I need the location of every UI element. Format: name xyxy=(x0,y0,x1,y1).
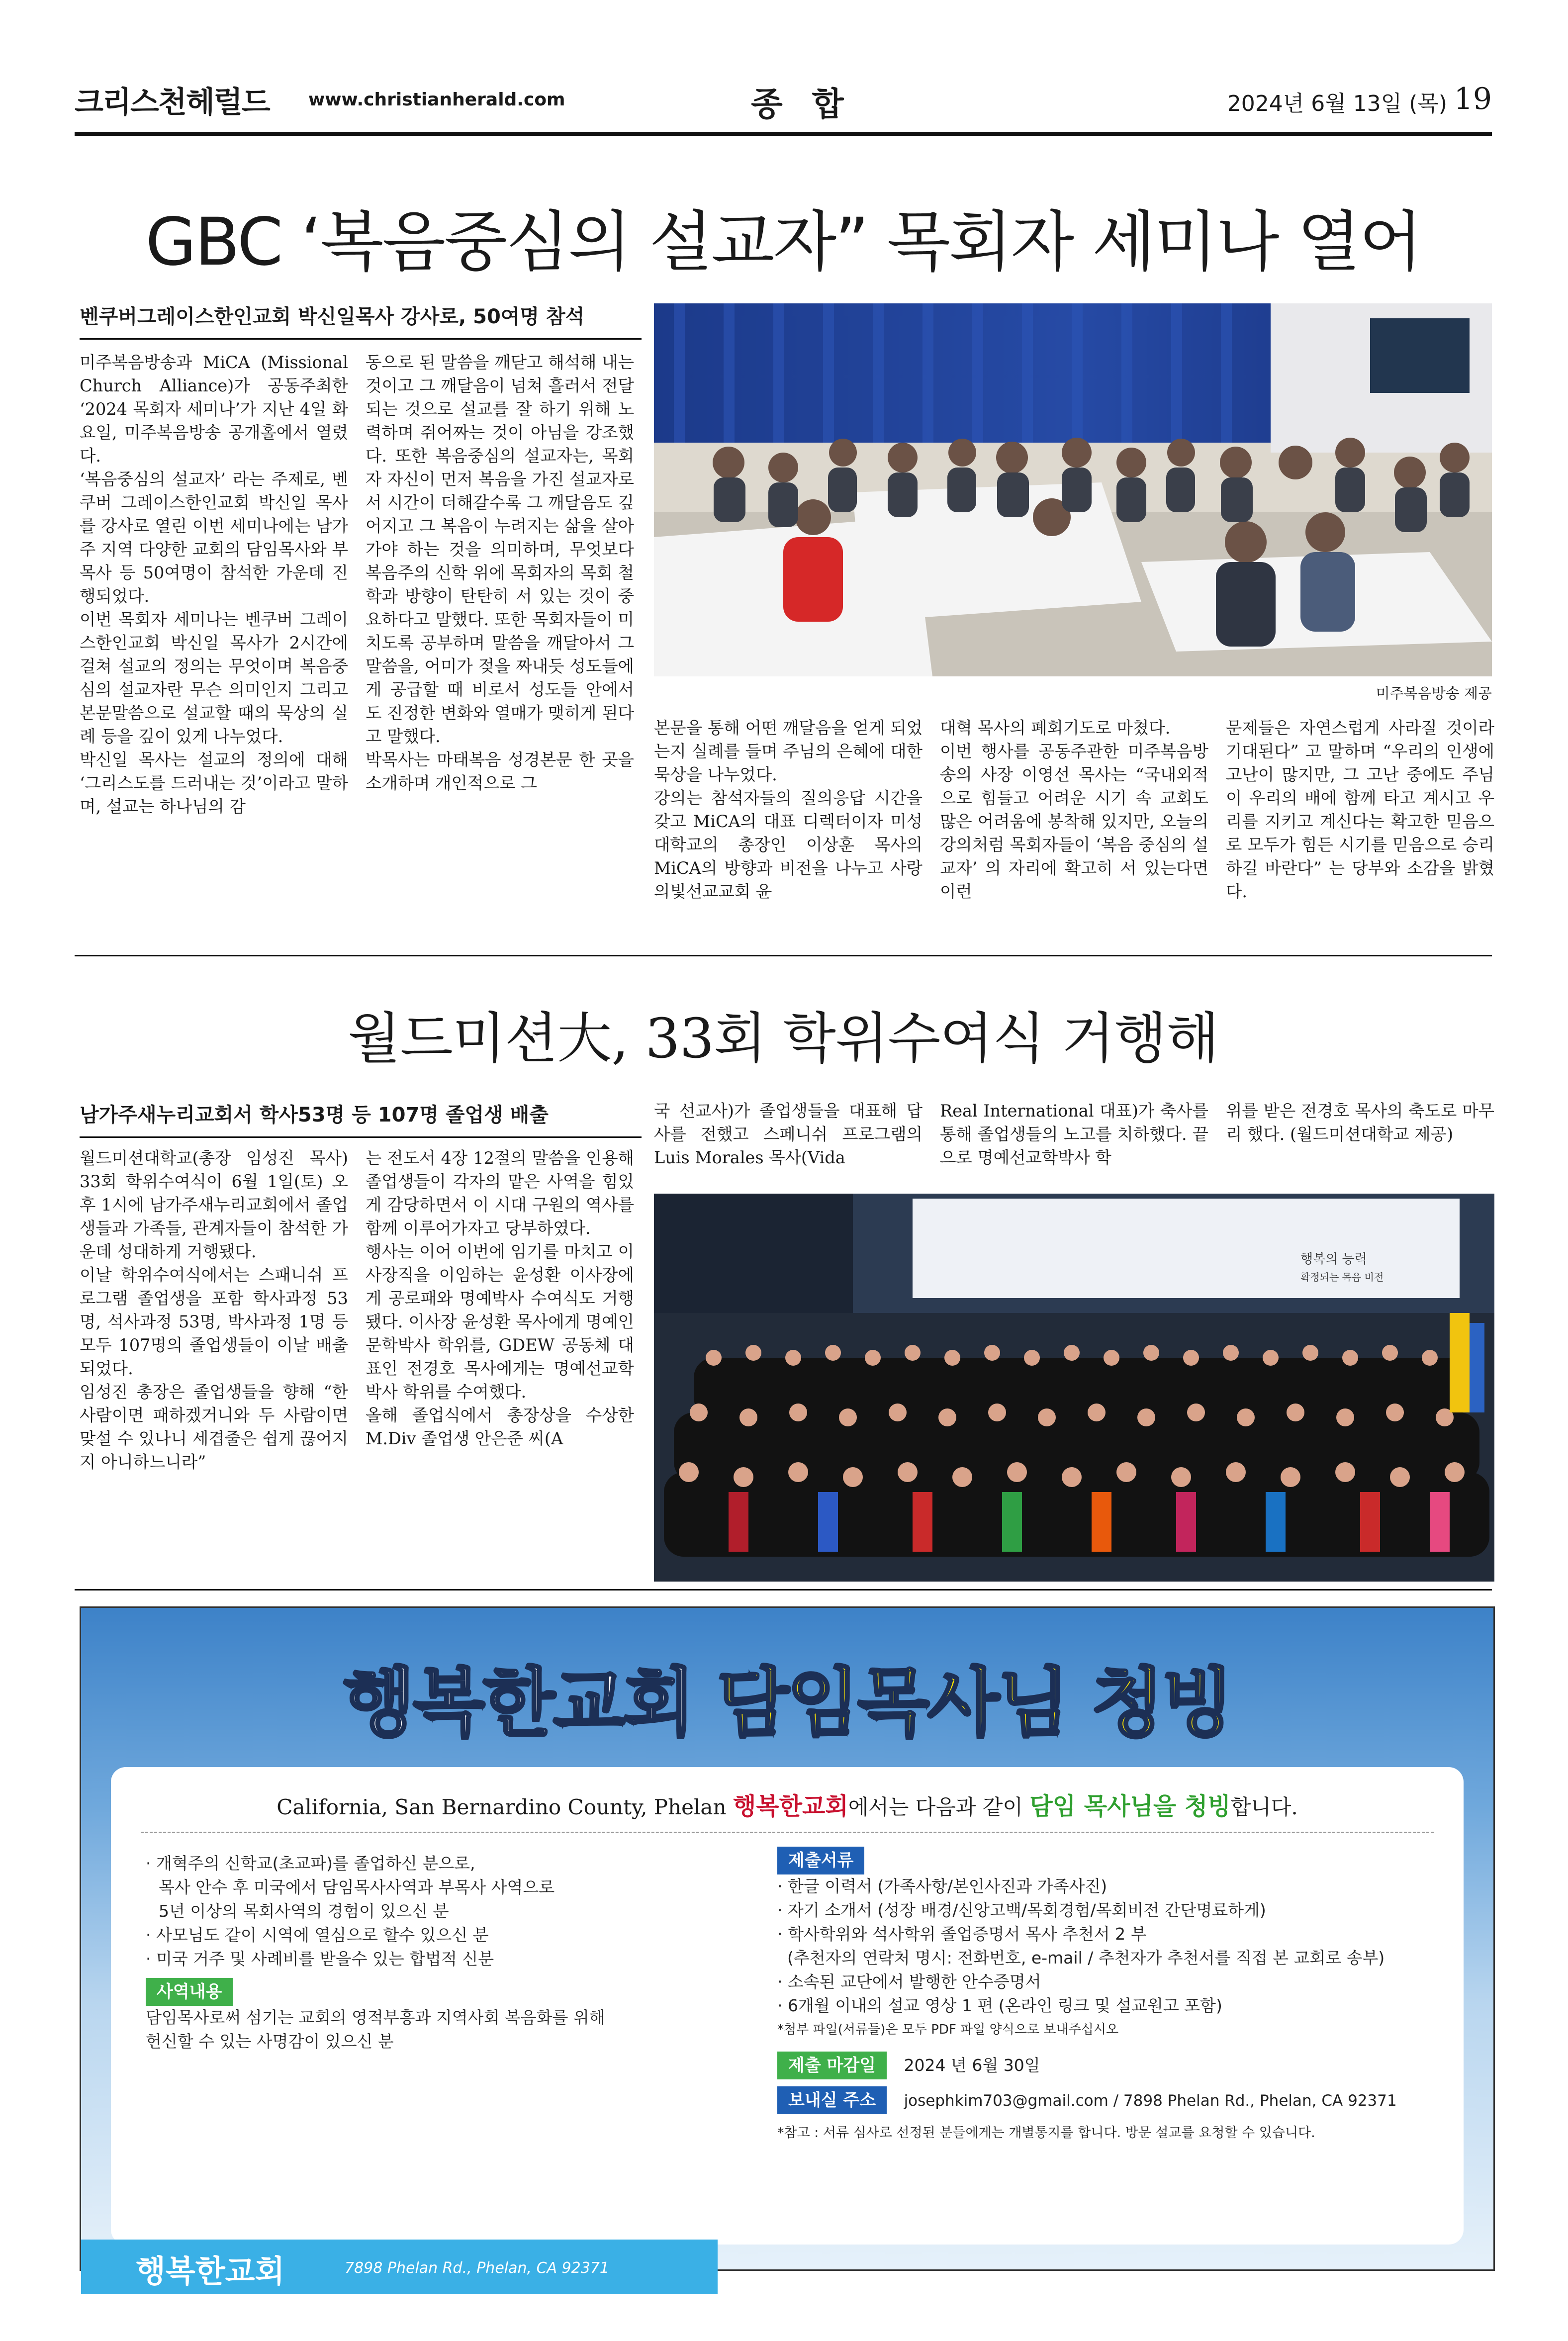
subhead-rule xyxy=(80,338,642,340)
ad-footer-bar xyxy=(81,2240,718,2294)
ad-requirements xyxy=(146,1852,767,2054)
ad-intro-church: 행복한교회 xyxy=(733,1792,848,1820)
page-number: 19 xyxy=(1454,82,1492,116)
seminar-photo-image xyxy=(654,303,1492,676)
article2-col1: 월드미션대학교(총장 임성진 목사) 33회 학위수여식이 6월 1일(토) 오후 1시에 남가주새누리교회에서 졸업생들과 가족들, 관계자들이 참석한 가운데 성대하게 거행됐다. 이날 학위수여식에서는 스패니쉬 프로그램 졸업생을 포함 학사과정 53명, 석사과정 53명, 박사과정 1명 등 모두 107명의 졸업생들이 이날 배출되었다. 임성진 총장은 졸업생들을 향해 “한 사람이면 패하겠거니와 두 사람이면 맞설 수 있나니 세겹줄은 쉽게 끊어지지 아니하느니라” xyxy=(80,1148,348,1472)
newspaper-logo: 크리스천헤럴드 xyxy=(75,85,270,120)
banner-text-2: 확정되는 목음 비전 xyxy=(1300,1271,1384,1283)
requirement-1c: 5년 이상의 목회사역의 경험이 있으신 분 xyxy=(159,1901,449,1921)
footer-church-name: 행복한교회 xyxy=(136,2253,285,2289)
article1-subhead: 벤쿠버그레이스한인교회 박신일목사 강사로, 50여명 참석 xyxy=(80,305,585,328)
send-address[interactable]: josephkim703@gmail.com / 7898 Phelan Rd., Phelan, CA 92371 xyxy=(904,2092,1397,2110)
docs-tag: 제출서류 xyxy=(777,1847,864,1874)
ad-intro-end: 합니다. xyxy=(1230,1795,1298,1819)
requirement-1b: 목사 안수 후 미국에서 담임목사사역과 부목사 사역으로 xyxy=(159,1877,555,1897)
ad-title-position: 담임목사님 청빙 xyxy=(717,1660,1232,1747)
ad-footnote: *참고 : 서류 심사로 선정된 분들에게는 개별통지를 합니다. 방문 설교를 요청할 수 있습니다. xyxy=(777,2125,1315,2141)
ad-intro-highlight: 담임 목사님을 청빙 xyxy=(1029,1792,1231,1820)
article1-headline: GBC ‘복음중심의 설교자” 목회자 세미나 열어 xyxy=(145,204,1421,281)
seminar-photo xyxy=(654,303,1492,676)
doc-3: · 학사학위와 석사학위 졸업증명서 목사 추천서 2 부 xyxy=(777,1924,1147,1944)
deadline-date: 2024 년 6월 30일 xyxy=(904,2056,1040,2075)
ad-divider xyxy=(75,1589,1492,1591)
doc-4: · 소속된 교단에서 발행한 안수증명서 xyxy=(777,1972,1041,1991)
subhead2-rule xyxy=(80,1136,642,1138)
ministry-line-2: 헌신할 수 있는 사명감이 있으신 분 xyxy=(146,2032,394,2051)
ad-intro xyxy=(111,1787,1464,1821)
article1-col2: 동으로 된 말씀을 깨닫고 해석해 내는 것이고 그 깨달음이 넘쳐 흘러서 전달되는 것으로 설교를 잘 하기 위해 노력하며 쥐어짜는 것이 아님을 강조했다. 또한 복음중심의 설교자는, 목회자 자신이 먼저 복음을 가진 설교자로서 시간이 더해갈수록 그 깨달음도 깊어지고 그 복음이 누려지는 삶을 살아가야 하는 것을 의미하며, 무엇보다 복음주의 신학 위에 목회자의 목회 철학과 방향이 탄탄히 서 있는 것이 중요하다고 말했다. 또한 목회자들이 미치도록 공부하며 말씀을 깨달아서 그 말씀을, 어미가 젖을 짜내듯 성도들에게 공급할 때 비로서 성도들 안에서 도 진정한 변화와 열매가 맺히게 된다고 말했다. 박목사는 마태복음 성경본문 한 곳을 소개하며 개인적으로 그 xyxy=(366,353,634,793)
send-tag: 보내실 주소 xyxy=(777,2086,887,2114)
article-divider xyxy=(75,955,1492,956)
ad-title-church: 행복한교회 xyxy=(343,1660,693,1747)
article2-col2: 는 전도서 4장 12절의 말씀을 인용해 졸업생들이 각자의 맡은 사역을 힘있게 감당하면서 이 시대 구원의 역사를 함께 이루어가자고 당부하였다. 행사는 이어 이번에 임기를 마치고 이사장직을 이임하는 윤성환 이사장에게 공로패와 명예박사 수여식도 거행됐다. 이사장 윤성환 목사에게 명예인문학박사 학위를, GDEW 공동체 대표인 전경호 목사에게는 명예선교학박사 학위를 수여했다. 올해 졸업식에서 총장상을 수상한 M.Div 졸업생 안은준 씨(A xyxy=(366,1148,634,1448)
banner-text: 행복의 능력 xyxy=(1300,1252,1367,1267)
article1-col4: 대혁 목사의 폐회기도로 마쳤다. 이번 행사를 공동주관한 미주복음방송의 사장 이영선 목사는 “국내외적으로 힘들고 어려운 시기 속 교회도 많은 어려움에 봉착해 있지만, 오늘의 강의처럼 목회자들이 ‘복음 중심의 설교자’ 의 자리에 확고히 서 있는다면 이런 xyxy=(940,718,1208,901)
article2-col4: Real International 대표)가 축사를 통해 졸업생들의 노고를 치하했다. 끝으로 명예선교학박사 학 xyxy=(940,1101,1208,1167)
ad-documents xyxy=(777,1847,1454,2145)
ministry-tag: 사역내용 xyxy=(146,1978,233,2006)
masthead xyxy=(75,75,1492,129)
ministry-line-1: 담임목사로써 섬기는 교회의 영적부흥과 지역사회 복음화를 위해 xyxy=(146,2008,605,2027)
ad-intro-location: California, San Bernardino County, Phelan xyxy=(277,1795,727,1819)
doc-3b: (추천자의 연락처 명시: 전화번호, e-mail / 추천자가 추천서를 직접 본 교회로 송부) xyxy=(787,1948,1385,1967)
deadline-tag: 제출 마감일 xyxy=(777,2052,887,2079)
doc-note: *첨부 파일(서류들)은 모두 PDF 파일 양식으로 보내주십시오 xyxy=(777,2022,1119,2037)
article2-headline: 월드미션大, 33회 학위수여식 거행해 xyxy=(348,1007,1219,1070)
article2-subhead: 남가주새누리교회서 학사53명 등 107명 졸업생 배출 xyxy=(80,1104,549,1126)
article1-col1: 미주복음방송과 MiCA (Missional Church Alliance)가 공동주최한 ‘2024 목회자 세미나’가 지난 4일 화요일, 미주복음방송 공개홀에서 열렸다. ‘복음중심의 설교자’ 라는 주제로, 벤쿠버 그레이스한인교회 박신일 목사를 강사로 열린 이번 세미나에는 남가주 지역 다양한 교회의 담임목사와 부목사 등 50여명이 참석한 가운데 진행되었다. 이번 목회자 세미나는 벤쿠버 그레이스한인교회 박신일 목사가 2시간에 걸쳐 설교의 정의는 무엇이며 복음중심의 설교자란 무슨 의미인지 그리고 본문말씀으로 설교할 때의 묵상의 실례 등을 깊이 있게 나누었다. 박신일 목사는 설교의 정의에 대해 ‘그리스도를 드러내는 것’이라고 말하며, 설교는 하나님의 감 xyxy=(80,353,348,816)
article1-col5: 문제들은 자연스럽게 사라질 것이라 기대된다” 고 말하며 “우리의 인생에 고난이 많지만, 그 고난 중에도 주님이 우리의 배에 함께 타고 계시고 우리를 지키고 계신다는 확고한 믿음으로 모두가 힘든 시기를 믿음으로 승리하길 바란다” 는 당부와 소감을 밝혔다. xyxy=(1226,718,1494,901)
article2-col3: 국 선교사)가 졸업생들을 대표해 답사를 전했고 스페니쉬 프로그램의 Luis Morales 목사(Vida xyxy=(654,1101,922,1167)
graduation-photo xyxy=(654,1194,1494,1582)
requirement-3: · 미국 거주 및 사례비를 받을수 있는 합법적 신분 xyxy=(146,1949,494,1968)
masthead-rule xyxy=(75,132,1492,136)
article2-col5: 위를 받은 전경호 목사의 축도로 마무리 했다. (월드미션대학교 제공) xyxy=(1226,1101,1494,1144)
ad-dash-divider xyxy=(141,1832,1434,1833)
requirement-1: · 개혁주의 신학교(초교파)를 졸업하신 분으로, xyxy=(146,1854,475,1873)
recruitment-ad xyxy=(80,1606,1495,2289)
doc-5: · 6개월 이내의 설교 영상 1 편 (온라인 링크 및 설교원고 포함) xyxy=(777,1996,1222,2015)
footer-address: 7898 Phelan Rd., Phelan, CA 92371 xyxy=(345,2259,610,2277)
doc-1: · 한글 이력서 (가족사항/본인사진과 가족사진) xyxy=(777,1876,1107,1896)
ad-intro-mid: 에서는 다음과 같이 xyxy=(848,1795,1023,1819)
ad-content-box xyxy=(111,1767,1464,2289)
section-name: 종 합 xyxy=(751,85,853,123)
graduation-photo-image xyxy=(654,1194,1494,1582)
doc-2: · 자기 소개서 (성장 배경/신앙고백/목회경험/목회비전 간단명료하게) xyxy=(777,1900,1266,1920)
seminar-photo-caption: 미주복음방송 제공 xyxy=(1376,685,1492,702)
website-url[interactable]: www.christianherald.com xyxy=(308,90,565,110)
issue-date: 2024년 6월 13일 (목) xyxy=(1227,91,1447,116)
ad-title xyxy=(81,1643,1493,1750)
article1-col3: 본문을 통해 어떤 깨달음을 얻게 되었는지 실례를 들며 주님의 은혜에 대한 묵상을 나누었다. 강의는 참석자들의 질의응답 시간을 갖고 MiCA의 대표 디렉터이자 미성대학교의 총장인 이상훈 목사의 MiCA의 방향과 비전을 나누고 사랑의빛선교교회 윤 xyxy=(654,718,922,901)
requirement-2: · 사모님도 같이 시역에 열심으로 할수 있으신 분 xyxy=(146,1925,489,1945)
